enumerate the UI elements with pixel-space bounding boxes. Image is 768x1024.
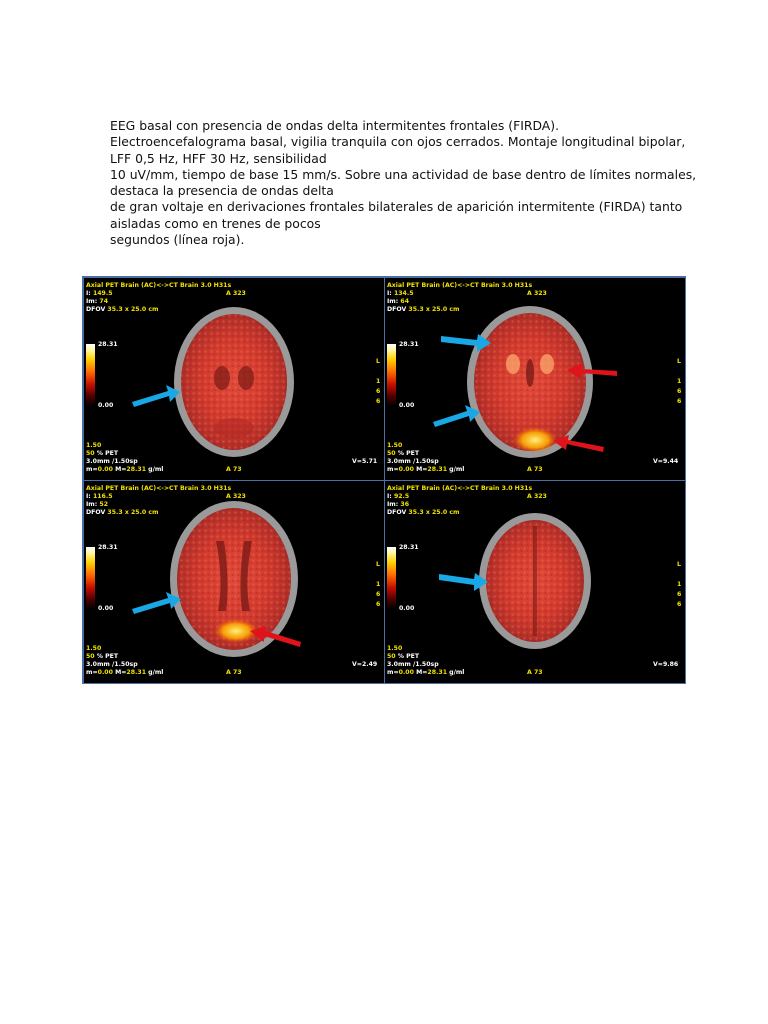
- caption-paragraph: [110, 118, 697, 248]
- color-scale-bar: [86, 547, 95, 609]
- scale-min: 0.00: [98, 605, 114, 612]
- window-value: 1.50: [86, 442, 102, 449]
- a-top-label: A 323: [226, 290, 246, 297]
- dfov-label: DFOV: [387, 509, 407, 516]
- range-unit: g/ml: [449, 466, 465, 473]
- panel-title: Axial PET Brain (AC)<->CT Brain 3.0 H31s: [387, 282, 533, 289]
- v-value: V=9.44: [653, 458, 679, 465]
- a-top-label: A 323: [226, 493, 246, 500]
- a-top-label: A 323: [527, 290, 547, 297]
- range-max: 28.31: [427, 669, 447, 676]
- side-digit: 6: [376, 591, 381, 598]
- window-value: 1.50: [387, 645, 403, 652]
- scale-max: 28.31: [399, 544, 419, 551]
- pet-percent: 50: [387, 450, 396, 457]
- caption-line: Electroencefalograma basal, vigilia tranquila con ojos cerrados. Montaje longitudinal bipolar,: [110, 134, 686, 150]
- im-value: 36: [400, 501, 410, 508]
- side-digit: 6: [677, 591, 682, 598]
- side-digit: 6: [376, 398, 381, 405]
- pet-panel-2: Axial PET Brain (AC)<->CT Brain 3.0 H31s I: 134.5 A 323 Im: 64 DFOV 35.3 x 25.0 cm 28.31 0.00 L 1 6 6 1.50 50 % PET 3.0mm /1.50sp m=0.00 M=28.31 g/ml A 73 V=9.44: [385, 278, 685, 480]
- color-scale-bar: [387, 547, 396, 609]
- scale-max: 28.31: [98, 341, 118, 348]
- im-label: Im:: [86, 501, 98, 508]
- im-label: Im:: [86, 298, 98, 305]
- im-value: 52: [99, 501, 109, 508]
- range-max: 28.31: [126, 466, 146, 473]
- i-label: I:: [86, 493, 91, 500]
- caption-line: LFF 0,5 Hz, HFF 30 Hz, sensibilidad: [110, 150, 327, 166]
- thickness-value: 3.0mm /1.50sp: [387, 661, 439, 668]
- pet-panel-4: Axial PET Brain (AC)<->CT Brain 3.0 H31s I: 92.5 A 323 Im: 36 DFOV 35.3 x 25.0 cm 28.31 0.00 L 1 6 6 1.50 50 % PET 3.0mm /1.50sp m=0.00 M=28.31 g/ml A 73 V=9.86: [385, 481, 685, 683]
- range-max: 28.31: [126, 669, 146, 676]
- scale-max: 28.31: [98, 544, 118, 551]
- i-label: I:: [387, 290, 392, 297]
- thickness-value: 3.0mm /1.50sp: [86, 458, 138, 465]
- range-min: 0.00: [97, 669, 113, 676]
- dfov-label: DFOV: [387, 306, 407, 313]
- caption-line: aisladas como en trenes de pocos: [110, 215, 321, 231]
- v-value: V=5.71: [352, 458, 378, 465]
- window-value: 1.50: [387, 442, 403, 449]
- pet-label: % PET: [397, 450, 420, 457]
- blue-arrow: [132, 385, 180, 407]
- pet-label: % PET: [96, 450, 119, 457]
- window-value: 1.50: [86, 645, 102, 652]
- im-label: Im:: [387, 298, 399, 305]
- a-bottom-label: A 73: [527, 669, 543, 676]
- dfov-label: DFOV: [86, 306, 106, 313]
- v-value: V=9.86: [653, 661, 679, 668]
- caption-line: 10 uV/mm, tiempo de base 15 mm/s. Sobre una actividad de base dentro de límites normales,: [110, 166, 697, 182]
- caption-line: EEG basal con presencia de ondas delta intermitentes frontales (FIRDA).: [110, 118, 560, 133]
- range-min: 0.00: [97, 466, 113, 473]
- im-value: 64: [400, 298, 410, 305]
- pet-percent: 50: [86, 653, 95, 660]
- a-bottom-label: A 73: [527, 466, 543, 473]
- side-digit: 1: [376, 581, 381, 588]
- dfov-value: 35.3 x 25.0 cm: [408, 306, 460, 313]
- pet-percent: 50: [86, 450, 95, 457]
- scale-min: 0.00: [98, 402, 114, 409]
- panel-title: Axial PET Brain (AC)<->CT Brain 3.0 H31s: [387, 485, 533, 492]
- pet-label: % PET: [397, 653, 420, 660]
- pet-panel-1: Axial PET Brain (AC)<->CT Brain 3.0 H31s I: 149.5 A 323 Im: 74 DFOV 35.3 x 25.0 cm 28.31 0.00 L 1 6 6 1.50 50 % PET 3.0mm /1.50sp m=0.00 M=28.31 g/ml A 73 V=5.71: [84, 278, 384, 480]
- side-l: L: [677, 561, 681, 568]
- side-digit: 6: [677, 601, 682, 608]
- i-value: 92.5: [393, 493, 410, 500]
- side-l: L: [376, 358, 380, 365]
- dfov-value: 35.3 x 25.0 cm: [107, 509, 159, 516]
- i-label: I:: [86, 290, 91, 297]
- color-scale-bar: [387, 344, 396, 406]
- pet-ct-figure: [82, 276, 686, 684]
- range-max: 28.31: [427, 466, 447, 473]
- side-digit: 6: [376, 388, 381, 395]
- scale-min: 0.00: [399, 402, 415, 409]
- dfov-value: 35.3 x 25.0 cm: [107, 306, 159, 313]
- side-digit: 6: [376, 601, 381, 608]
- panel-title: Axial PET Brain (AC)<->CT Brain 3.0 H31s: [86, 485, 232, 492]
- a-bottom-label: A 73: [226, 466, 242, 473]
- side-l: L: [376, 561, 380, 568]
- thickness-value: 3.0mm /1.50sp: [387, 458, 439, 465]
- dfov-value: 35.3 x 25.0 cm: [408, 509, 460, 516]
- scale-max: 28.31: [399, 341, 419, 348]
- side-digit: 1: [677, 378, 682, 385]
- pet-label: % PET: [96, 653, 119, 660]
- color-scale-bar: [86, 344, 95, 406]
- caption-line: segundos (línea roja).: [110, 232, 245, 248]
- caption-line: destaca la presencia de ondas delta: [110, 183, 334, 199]
- side-digit: 1: [677, 581, 682, 588]
- range-unit: g/ml: [148, 669, 164, 676]
- range-min: 0.00: [398, 466, 414, 473]
- im-label: Im:: [387, 501, 399, 508]
- range-unit: g/ml: [148, 466, 164, 473]
- range-unit: g/ml: [449, 669, 465, 676]
- caption-line: de gran voltaje en derivaciones frontales bilaterales de aparición intermitente (FIRDA) tanto: [110, 199, 683, 215]
- side-digit: 6: [677, 398, 682, 405]
- pet-panel-3: Axial PET Brain (AC)<->CT Brain 3.0 H31s I: 116.5 A 323 Im: 52 DFOV 35.3 x 25.0 cm 28.31 0.00 L 1 6 6 1.50 50 % PET 3.0mm /1.50sp m=0.00 M=28.31 g/ml A 73 V=2.49: [84, 481, 384, 683]
- a-bottom-label: A 73: [226, 669, 242, 676]
- side-digit: 1: [376, 378, 381, 385]
- range-min: 0.00: [398, 669, 414, 676]
- scale-min: 0.00: [399, 605, 415, 612]
- im-value: 74: [99, 298, 109, 305]
- thickness-value: 3.0mm /1.50sp: [86, 661, 138, 668]
- i-value: 134.5: [393, 290, 414, 297]
- side-l: L: [677, 358, 681, 365]
- v-value: V=2.49: [352, 661, 378, 668]
- i-label: I:: [387, 493, 392, 500]
- a-top-label: A 323: [527, 493, 547, 500]
- i-value: 116.5: [92, 493, 113, 500]
- dfov-label: DFOV: [86, 509, 106, 516]
- pet-percent: 50: [387, 653, 396, 660]
- side-digit: 6: [677, 388, 682, 395]
- i-value: 149.5: [92, 290, 113, 297]
- panel-title: Axial PET Brain (AC)<->CT Brain 3.0 H31s: [86, 282, 232, 289]
